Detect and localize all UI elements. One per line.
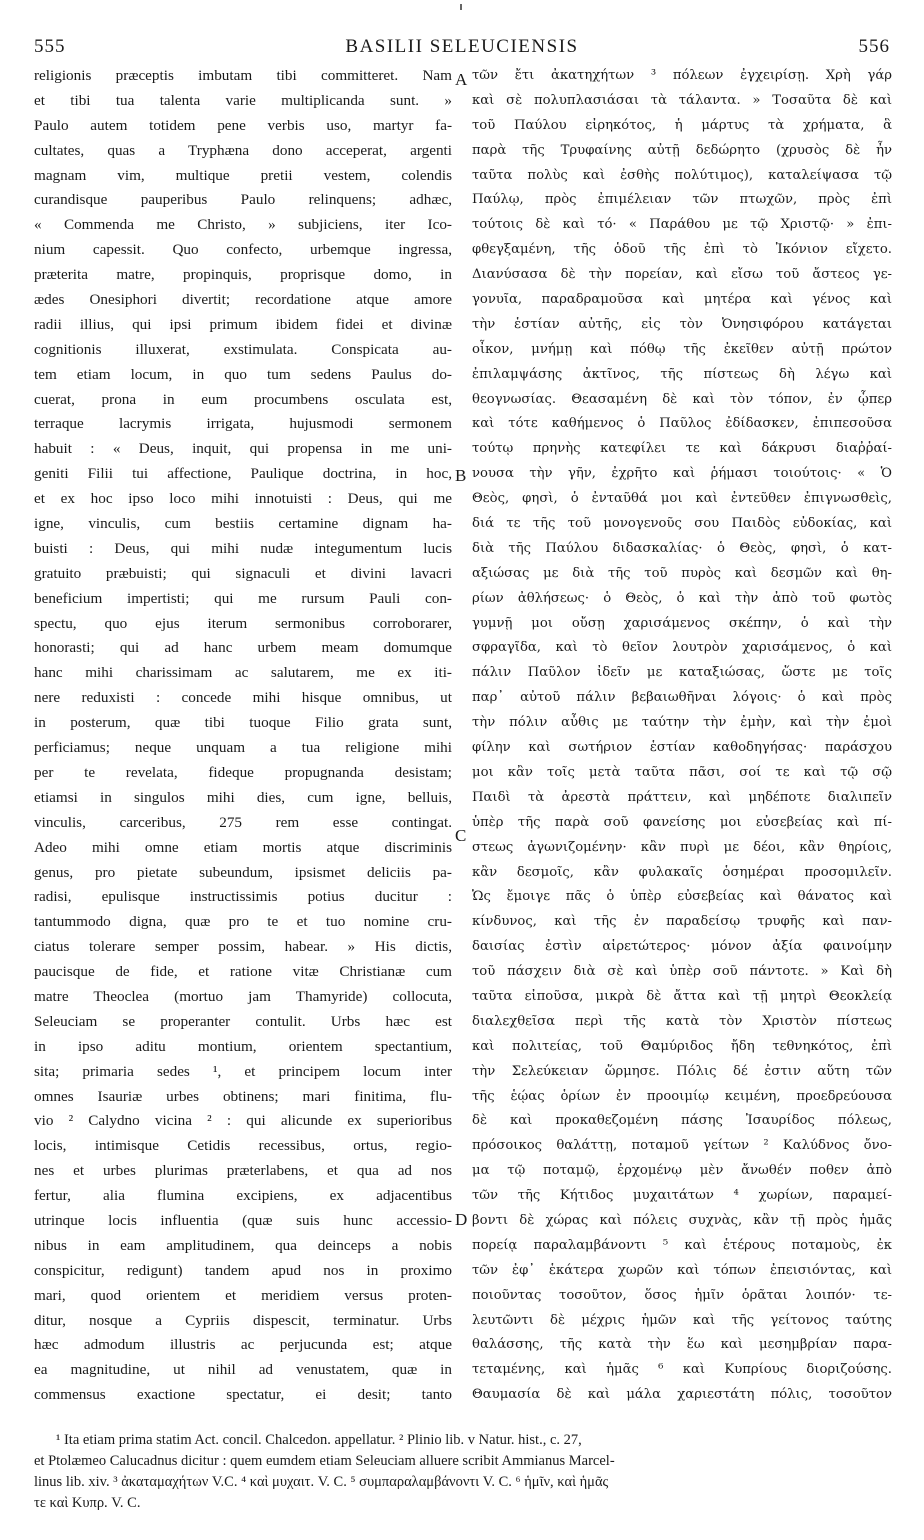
footnote-line: et Ptolæmeo Calucadnus dicitur : quem eumdem etiam Seleuciam alluere scribit Ammianus Marcel- [34,1453,615,1469]
page-number-left: 555 [34,36,66,57]
latin-text-line: curandisque pauperibus Paulo relinquens; adhæc, [34,191,452,209]
greek-text-line: αξιώσας με διὰ τῆς τοῦ πυρὸς καὶ δεσμῶν καὶ θη- [472,565,892,581]
greek-text-line: φίλην καὶ σωτήριον ἑστίαν καθοδηγήσας· παράσχου [472,740,892,756]
greek-text-line: Θαυμασία δὲ καὶ μάλα χαριεστάτη πόλις, τοσοῦτον [472,1387,892,1403]
greek-text-line: πάλιν Παῦλον ἰδεῖν με καταξιώσας, ὥστε με τοῖς [472,665,892,681]
page-number-right: 556 [858,36,890,57]
greek-text-line: γονυῖα, παραδραμοῦσα καὶ μητέρα καὶ γένος καὶ [472,292,892,308]
latin-text-line: genus, pro pietate subeundum, ipsismet deliciis pa- [34,863,452,881]
latin-text-line: ditur, nosque a Cypriis dispescit, terminatur. Urbs [34,1311,452,1329]
greek-text-line: ὑπὲρ τῆς παρὰ σοῦ φανείσης μοι εὐσεβείας καὶ πί- [472,814,892,830]
greek-text-line: Παύλῳ, πρὸς ἐπιμέλειαν τῶν πτωχῶν, πρὸς ἐπὶ [472,192,892,208]
margin-mark-b: B [455,466,467,485]
latin-text-line: in posterum, quæ tibi tuoque Filio grata sunt, [34,714,452,732]
greek-text-line: Θεὸς, φησὶ, ὁ ἐνταῦθά μοι καὶ ἐντεῦθεν ἐπιγνωσθεὶς, [472,491,892,507]
greek-text-line: ταῦτα εἰποῦσα, μικρὰ δὲ ἄττα καὶ τῇ μητρὶ Θεοκλείᾳ [472,988,892,1004]
latin-text-line: cognitionis illuxerat, exstimulata. Conspicata au- [34,340,452,358]
latin-text-line: honorasti; qui ad hanc urbem meam domumque [34,639,452,657]
latin-text-line: ea magnitudine, ut nihil ad venustatem, quæ in [34,1361,452,1379]
greek-text-line: πρόσοικος θαλάττῃ, ποταμοῦ γείτων ² Καλύδνος ὄνο- [472,1138,892,1154]
latin-text-line: magnam vim, multique pretii vestem, colendis [34,166,452,184]
greek-text-line: μοι κἂν τοῖς μετὰ ταῦτα πᾶσι, σοί τε καὶ τῷ σῷ [472,764,892,780]
latin-text-line: vinculis, carceribus, 275 rem esse contingat. [34,813,452,831]
latin-text-line: præterita matre, propinquis, proprisque domo, in [34,266,452,284]
greek-text-line: κίνδυνος, καὶ τῆς ἐν παραδείσῳ τρυφῆς καὶ παν- [472,914,892,930]
greek-text-line: καὶ πολιτείας, τοῦ Θαμύριδος ἤδη τεθνηκότος, ἐπὶ [472,1038,892,1054]
greek-text-line: βοντι δὲ χώρας καὶ πόλεις συχνὰς, κἂν τῇ πρὸς ἡμᾶς [472,1212,892,1228]
greek-text-line: τεταμένης, καὶ ἡμᾶς ⁶ καὶ Κυπρίους διοριζούσης. [472,1362,892,1378]
greek-text-line: Ὡς ἔμοιγε πᾶς ὁ ὑπὲρ εὐσεβείας καὶ θάνατος καὶ [472,889,892,905]
latin-text-line: gratuito præbuisti; qui signaculi et divini lavacri [34,564,452,582]
greek-text-line: διὰ τῆς Παύλου διδασκαλίας· ὁ Θεὸς, φησὶ, ὁ κατ- [472,540,892,556]
latin-text-line: hanc mihi charissimam ac salutarem, me ex iti- [34,664,452,682]
greek-text-line: θαλάσσης, τῆς κατὰ τὴν ἕω καὶ μεσημβρίαν παρα- [472,1337,892,1353]
latin-text-line: spectu, quo ejus iterum sermonibus corroborarer, [34,614,452,632]
greek-text-line: τῶν ἔτι ἀκατηχήτων ³ πόλεων ἐγχειρίσῃ. Χρὴ γάρ [472,68,892,83]
greek-text-line: μα τῷ ποταμῷ, ἐρχομένῳ μὲν ἄνωθέν ποθεν ἀπὸ [472,1163,892,1179]
latin-text-line: omnes Isauriæ urbes obtinens; mari finitima, flu- [34,1087,452,1105]
latin-text-line: radii illius, qui ipsi primum ibidem fidei et divinæ [34,315,452,333]
latin-text-line: nium capessit. Quo confecto, urbemque ingressa, [34,241,452,259]
latin-text-line: religionis præceptis imbutam tibi committeret. Nam [34,67,452,84]
greek-text-line: τῶν ἐφ᾽ ἑκάτερα χωρῶν καὶ τόπων ἐπεισιόντας, καὶ [472,1262,892,1278]
greek-text-line: ταῦτα πολὺς καὶ ἐσθὴς πολύτιμος), καταλείψασα τῷ [472,167,892,183]
greek-text-line: τοῦ Παύλου εἰρηκότος, ἡ μάρτυς τὰ χρήματα, ἃ [472,117,892,133]
latin-text-line: ædes Onesiphori divertit; recordatione atque amore [34,291,452,309]
latin-text-line: terraque lacrymis irrigata, hujusmodi sermonem [34,415,452,433]
greek-text-line: κἂν δεσμοῖς, κἂν φυλακαῖς ὁσημέραι προσομιλεῖν. [472,864,892,880]
greek-text-line: σφραγῖδα, καὶ τὸ θεῖον λουτρὸν χαρισάμενος, ὁ καὶ [472,640,892,656]
latin-text-line: buisti : Deus, qui mihi nudæ integumentum lucis [34,539,452,557]
greek-text-line: τὴν Σελεύκειαν ὥρμησε. Πόλις δέ ἐστιν αὕτη τῶν [472,1063,892,1079]
greek-text-line: διαλεχθεῖσα περὶ τῆς κατὰ τὸν Χριστὸν πίστεως [472,1013,892,1029]
latin-text-line: locis, intimisque Cetidis recessibus, ortus, regio- [34,1137,452,1155]
latin-text-line: « Commenda me Christo, » subjiciens, iter Ico- [34,216,452,234]
latin-text-line: radisi, epulisque instructissimis potius ducitur : [34,888,452,906]
page-header [34,36,890,66]
latin-text-line: tem etiam locum, in quo tum sedens Paulus do- [34,365,452,383]
greek-text-line: νουσα τὴν γῆν, ἐχρῆτο καὶ ῥήμασι τοιούτοις· « Ὁ [472,466,892,482]
margin-mark-c: C [455,826,467,845]
greek-text-line: τούτῳ πρηνὴς κατεφίλει τε καὶ δάκρυσι διαῤῥαί- [472,441,892,457]
latin-text-line: conspicitur, redigunt) tandem apud nos in proximo [34,1261,452,1279]
latin-text-line: ciatus tolerare semper possim, habear. » His dictis, [34,938,452,956]
footnotes [34,1430,884,1514]
latin-text-line: nes et urbes plurimas præterlabens, et qua ad nos [34,1162,452,1180]
greek-text-line: τῶν τῆς Κήτιδος μυχαιτάτων ⁴ χωρίων, παραμεί- [472,1188,892,1204]
latin-text-line: Seleuciam se properanter contulit. Urbs hæc est [34,1012,452,1030]
greek-text-line: πορείᾳ παραλαμβάνοντι ⁵ καὶ ἑτέρους ποταμοὺς, ἐκ [472,1237,892,1253]
footnote-line: τε καὶ Κυπρ. V. C. [34,1495,141,1511]
latin-text-line: fertur, alia flumina excipiens, ex adjacentibus [34,1187,452,1205]
latin-text-line: igne, vinculis, cum bestiis certamine dignam ha- [34,515,452,533]
latin-text-line: hæc admodum illustris ac perjucunda est; atque [34,1336,452,1354]
latin-text-line: sita; primaria sedes ¹, et principem locum inter [34,1062,452,1080]
greek-text-line: ρίων ἀθλήσεως· ὁ Θεὸς, ὁ καὶ τὴν ἀπὸ τοῦ φωτὸς [472,590,892,606]
latin-text-line: per te revelata, fideque propugnanda desistam; [34,763,452,781]
footnote-line: ¹ Ita etiam prima statim Act. concil. Chalcedon. appellatur. ² Plinio lib. v Natur. hist., c. 27, [56,1432,582,1448]
greek-column [472,64,892,1408]
latin-text-line: et ex hoc ipso loco mihi innotuisti : Deus, qui me [34,490,452,508]
greek-text-line: διά τε τῆς τοῦ μονογενοῦς σου Παιδὸς εὐδοκίας, καὶ [472,516,892,532]
greek-text-line: ἐπιλαμψάσης ἀκτῖνος, τῆς πίστεως δὴ λέγω καὶ [472,366,892,382]
scan-mark [460,4,462,10]
greek-text-line: Διανύσασα δὲ τὴν πορείαν, καὶ εἴσω τοῦ ἄστεος γε- [472,267,892,283]
latin-text-line: Paulo autem totidem pene verbis uso, martyr fa- [34,116,452,134]
latin-text-line: vio ² Calydno vicina ² : qui alicunde ex superioribus [34,1112,452,1130]
latin-text-line: paucisque de fide, et ratione vitæ Christianæ cum [34,963,452,981]
latin-text-line: in ipso aditu montium, orientem spectantium, [34,1037,452,1055]
greek-text-line: τὴν ἑστίαν αὐτῆς, εἰς τὸν Ὀνησιφόρου κατάγεται [472,316,892,332]
footnote-line: linus lib. xiv. ³ ἀκαταμαχήτων V.C. ⁴ καὶ μυχαιτ. V. C. ⁵ συμπαραλαμβάνοντι V. C. ⁶ ἡμῖν, καὶ ἡμᾶς [34,1474,609,1490]
latin-text-line: cultates, quas a Tryphæna dono acceperat, argenti [34,141,452,159]
greek-text-line: παρ᾽ αὐτοῦ πάλιν βεβαιωθῆναι λόγοις· ὁ καὶ πρὸς [472,690,892,706]
greek-text-line: δὲ καὶ προκαθεζομένη πάσης Ἰσαυρίδος πόλεως, [472,1113,892,1129]
greek-text-line: τὴν πόλιν αὖθις με ταύτην τὴν ἐμὴν, καὶ τὴν ἐμοὶ [472,715,892,731]
latin-text-line: etiamsi in singulos mihi dies, cum igne, belluis, [34,788,452,806]
margin-mark-d: D [455,1210,468,1229]
greek-text-line: λευτῶντι δὲ μέχρις ἡμῶν καὶ τῆς γείτονος ταύτης [472,1312,892,1328]
latin-text-line: cuerat, prona in eum procumbens osculata est, [34,390,452,408]
greek-text-line: καὶ τότε καθήμενος ὁ Παῦλος ἐδίδασκεν, ἐπιπεσοῦσα [472,416,892,432]
greek-text-line: στεως ἀγωνιζομένην· κἂν πυρὶ με δέοι, κἂν θηρίοις, [472,839,892,855]
margin-mark-a: A [455,70,468,89]
greek-text-line: φθεγξαμένη, τῆς ὁδοῦ τῆς ἐπὶ τὸ Ἰκόνιον εἴχετο. [472,242,892,258]
greek-text-line: δαισίας ἐστὶν αἱρετώτερος· μόνον ἀξία φαινοίμην [472,939,892,955]
greek-text-line: τοῦ πάσχειν διὰ σὲ καὶ ὑπὲρ σοῦ πάντοτε. » Καὶ δὴ [472,964,892,980]
latin-text-line: perficiamus; neque unquam a tua religione mihi [34,739,452,757]
greek-text-line: παρὰ τῆς Τρυφαίνης αὐτῇ δεδώρητο (χρυσὸς δὲ ἦν [472,142,892,158]
latin-text-line: nere reduxisti : concede mihi hisque omnibus, ut [34,689,452,707]
greek-text-line: θεογνωσίας. Θεασαμένη δὲ καὶ τὸν τόπον, ἐν ᾧπερ [472,391,892,407]
greek-text-line: ποιοῦντας τοσοῦτον, ὅσος ἡμῖν ὁρᾶται λοιπόν· τε- [472,1287,892,1303]
greek-text-line: τούτοις δὲ καὶ τό· « Παράθου με τῷ Χριστῷ· » ἐπι- [472,217,892,233]
latin-text-line: geniti Filii tui affectione, Paulique doctrina, in hoc, [34,465,452,483]
latin-text-line: habuit : « Deus, inquit, qui propensa in me uni- [34,440,452,458]
running-title: BASILII SELEUCIENSIS [345,36,579,57]
latin-text-line: et tibi tua talenta varie multiplicanda sunt. » [34,91,452,109]
latin-text-line: mari, quod orientem et meridiem versus proten- [34,1286,452,1304]
greek-text-line: καὶ σὲ πολυπλασιάσαι τὰ τάλαντα. » Τοσαῦτα δὲ καὶ [472,92,892,108]
greek-text-line: οἶκον, μνήμῃ καὶ πόθῳ τῆς ἐκεῖθεν αὐτῇ πρώτον [472,341,892,357]
latin-text-line: Adeo mihi omne etiam mortis atque discriminis [34,838,452,856]
latin-text-line: matre Theoclea (mortuo jam Thamyride) collocuta, [34,987,452,1005]
latin-column [34,64,452,1408]
greek-text-line: τῆς ἑῴας ὁρίων ἐν προοιμίῳ κειμένη, προεδρεύουσα [472,1088,892,1104]
latin-text-line: nibus in eam amplitudinem, qua deinceps a nobis [34,1236,452,1254]
latin-text-line: tantummodo digna, quæ pro te et tuo nomine cru- [34,913,452,931]
latin-text-line: utrinque locis influentia (quæ suis hunc accessio- [34,1211,452,1229]
greek-text-line: γυμνῇ μοι οὔσῃ χαρισάμενος σκέπην, ὁ καὶ τὴν [472,615,892,631]
latin-text-line: commensus exactione spectatur, ei desit; tanto [34,1386,452,1404]
greek-text-line: Παιδὶ τὰ ἀρεστὰ πράττειν, καὶ μηδέποτε διαλιπεῖν [472,789,892,805]
latin-text-line: beneficium impertisti; qui me rursum Pauli con- [34,589,452,607]
